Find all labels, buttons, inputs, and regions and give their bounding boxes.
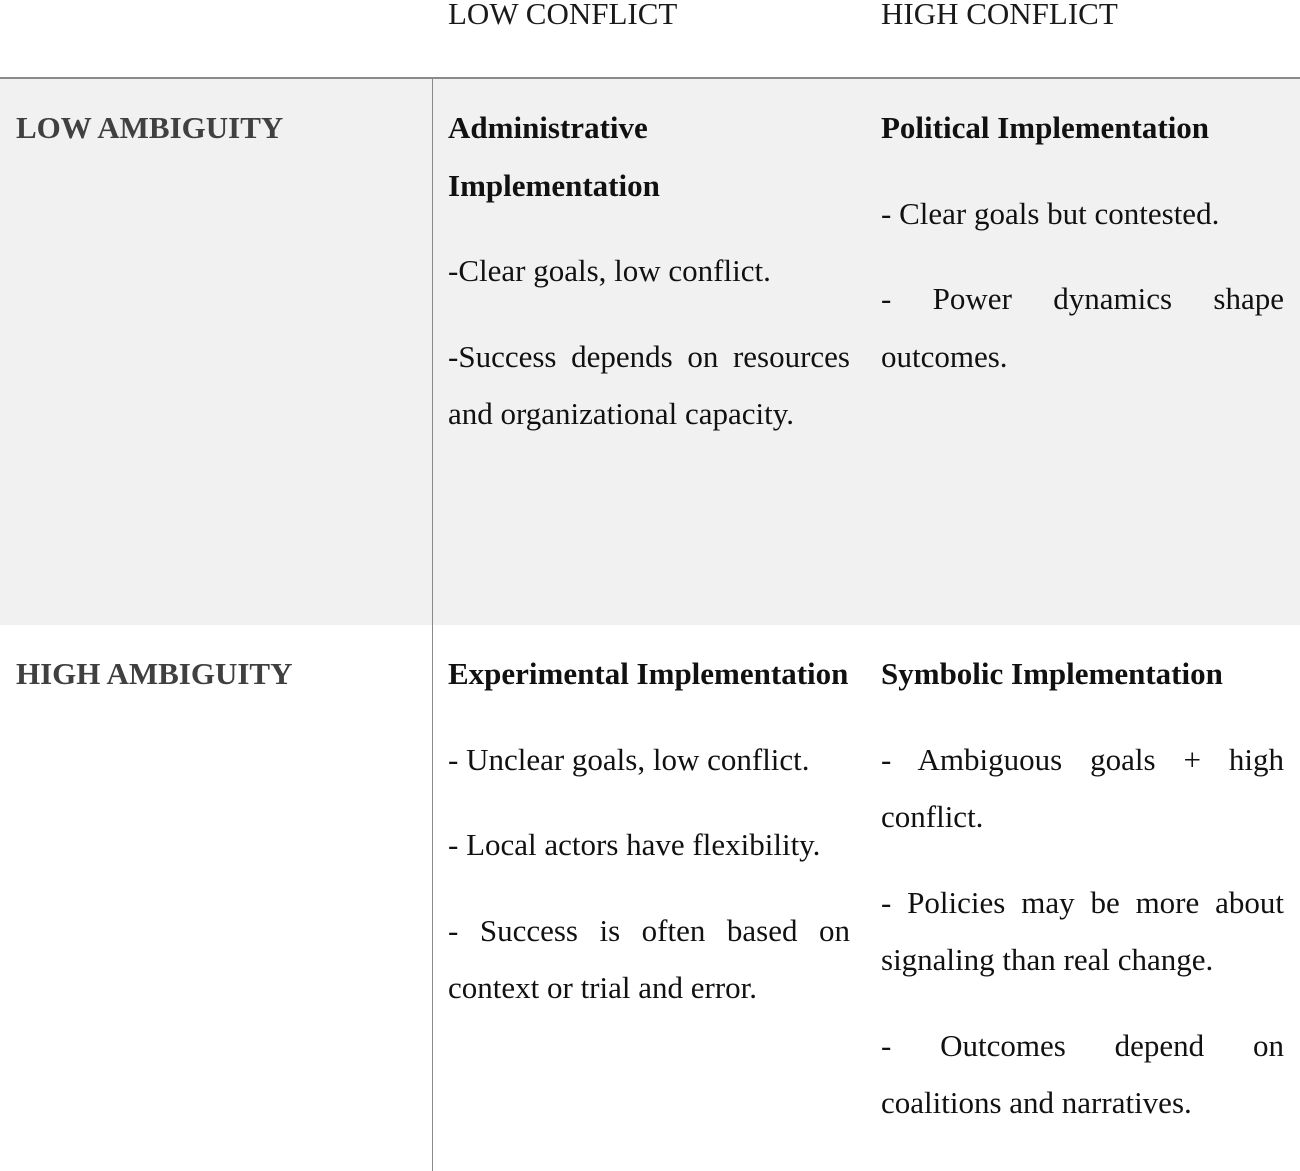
cell-administrative-implementation [448, 99, 850, 471]
cell-point: - Outcomes depend on coalitions and narratives. [881, 1027, 1284, 1120]
row-high-ambiguity [0, 625, 1300, 1171]
cell-title: Political Implementation [881, 110, 1210, 145]
cell-point: -Success depends on resources and organizational capacity. [448, 338, 850, 431]
row-label-high-ambiguity: HIGH AMBIGUITY [16, 656, 293, 691]
cell-point: - Policies may be more about signaling than real change. [881, 884, 1284, 977]
cell-title: Experimental Implementation [448, 656, 849, 691]
cell-title: Symbolic Implementation [881, 656, 1223, 691]
column-header-high-conflict: HIGH CONFLICT [881, 0, 1118, 31]
cell-symbolic-implementation [881, 645, 1284, 1160]
row-low-ambiguity [0, 79, 1300, 625]
cell-point: - Success is often based on context or trial and error. [448, 912, 850, 1005]
column-header-low-conflict: LOW CONFLICT [448, 0, 678, 31]
label-column-divider [432, 78, 433, 1171]
cell-point: - Clear goals but contested. [881, 195, 1220, 231]
cell-experimental-implementation [448, 645, 850, 1045]
cell-point: - Unclear goals, low conflict. [448, 741, 810, 777]
cell-title: Administrative Implementation [448, 110, 660, 203]
cell-political-implementation [881, 99, 1284, 413]
cell-point: - Power dynamics shape outcomes. [881, 281, 1284, 374]
cell-point: - Ambiguous goals + high conflict. [881, 741, 1284, 834]
cell-point: -Clear goals, low conflict. [448, 253, 771, 288]
cell-point: - Local actors have flexibility. [448, 827, 821, 862]
header-divider [0, 77, 1300, 79]
row-label-low-ambiguity: LOW AMBIGUITY [16, 110, 284, 145]
